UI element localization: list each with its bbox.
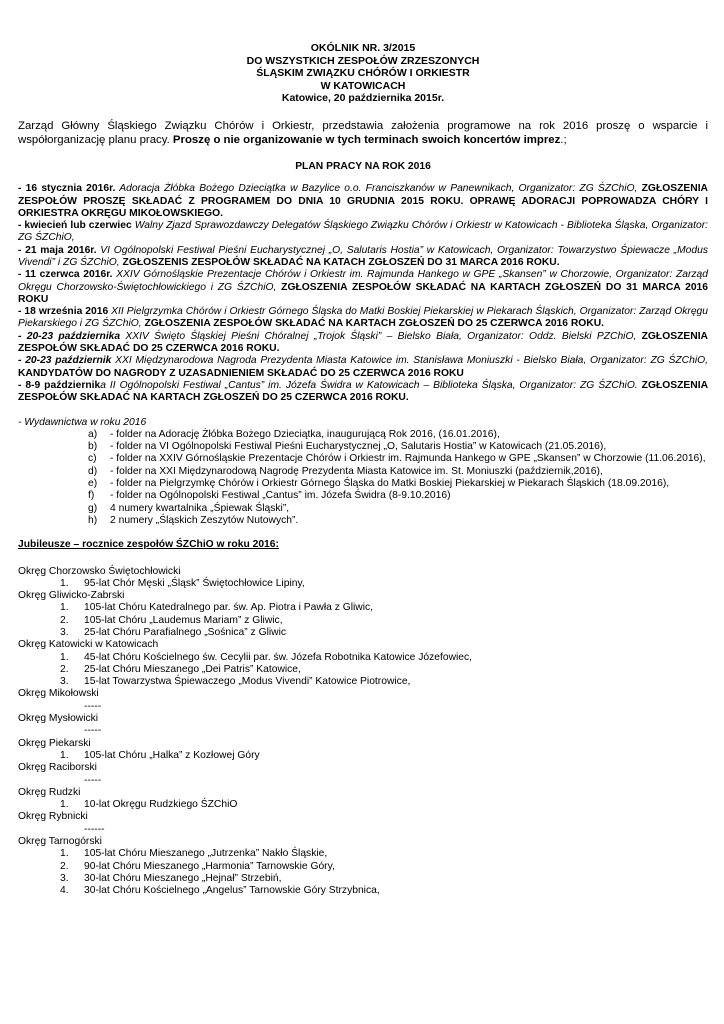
jubilee-text: 25-lat Chóru Mieszanego „Dei Patris” Katowice, — [84, 663, 301, 675]
publications-section — [18, 417, 708, 528]
jubilee-item — [18, 861, 708, 873]
no-jubilee-marker: ----- — [84, 774, 102, 786]
jubilee-region — [18, 738, 708, 763]
publication-text: - folder na XXI Międzynarodową Nagrodę Prezydenta Miasta Katowice im. St. Moniuszki (październik,2016), — [110, 465, 603, 477]
publication-text: 4 numery kwartalnika „Śpiewak Śląski”, — [110, 502, 290, 514]
event-note: ZGŁOSZENIA ZESPOŁÓW SKŁADAĆ NA KARTACH ZGŁOSZEŃ DO 25 CZERWCA 2016 ROKU. — [18, 379, 709, 404]
jubilee-text: 45-lat Chóru Kościelnego św. Cecylii par. św. Józefa Robotnika Katowice Józefowiec, — [84, 651, 473, 663]
jubilee-item — [18, 578, 708, 590]
event-date: - 8-9 październik — [18, 379, 101, 391]
events-list — [18, 183, 708, 404]
publication-item — [18, 429, 708, 441]
header-city: W KATOWICACH — [320, 79, 406, 92]
event-date: - 20-23 październik — [18, 355, 112, 367]
section-spacer — [18, 552, 708, 566]
jubilee-item — [18, 873, 708, 885]
region-name: Okręg Mysłowicki — [18, 713, 99, 725]
publication-text: - folder na Pielgrzymkę Chórów i Orkiestr Górnego Śląska do Matki Boskiej Piekarskiej w Piekarach Śląskich (18.09.2016), — [110, 478, 670, 490]
event-note: KANDYDATÓW DO NAGRODY Z UZASADNIENIEM SKŁADAĆ DO 25 CZERWCA 2016 ROKU — [18, 367, 464, 379]
event-item — [18, 269, 708, 306]
no-jubilee-marker: ------ — [84, 823, 105, 835]
jubilee-number: 1. — [60, 848, 69, 860]
publication-text: - folder na XXIV Górnośląskie Prezentacje Chórów i Orkiestr im. Rajmunda Hankego w GPE „Skansen” w Chorzowie (11.06.2016), — [110, 453, 706, 465]
jubilee-number: 4. — [60, 885, 69, 897]
jubilee-number: 1. — [60, 749, 69, 761]
event-description: XXI Międzynarodowa Nagroda Prezydenta Miasta Katowice im. Stanisława Moniuszki - Bielsko Biała, Organizator: ZG ŚZChiO, — [111, 355, 708, 367]
region-name: Okręg Katowicki w Katowicach — [18, 639, 159, 651]
jubilee-text: 105-lat Chóru „Laudemus Mariam” z Gliwic, — [84, 614, 283, 626]
region-name: Okręg Chorzowsko Świętochłowicki — [18, 565, 181, 577]
jubilee-region — [18, 787, 708, 812]
event-item — [18, 355, 708, 380]
publication-item — [18, 441, 708, 453]
jubilee-item — [18, 885, 708, 897]
jubilee-item — [18, 750, 708, 762]
intro-emphasis: Proszę o nie organizowanie w tych terminach swoich koncertów imprez — [172, 133, 561, 146]
region-name: Okręg Piekarski — [18, 737, 91, 749]
jubilee-item — [18, 615, 708, 627]
jubilee-text: 95-lat Chór Męski „Śląsk” Świętochłowice Lipiny, — [84, 577, 305, 589]
publication-marker: g) — [88, 502, 98, 514]
publication-marker: d) — [88, 465, 98, 477]
jubilee-item — [18, 602, 708, 614]
publication-marker: e) — [88, 478, 98, 490]
event-note: ZGŁOSZENIS ZESPOŁÓW SKŁADAĆ NA KATACH ZGŁOSZEŃ DO 31 MARCA 2016 ROKU. — [119, 256, 560, 268]
event-note: ZGŁOSZENIA ZESPOŁÓW PROSZĘ SKŁADAĆ Z PROGRAMEM DO DNIA 10 GRUDNIA 2015 ROKU. OPRAWĘ ADORACJI POPROWADZA CHÓRY I ORKIESTRA OKRĘGU MIKOŁOWSKIEGO. — [18, 183, 708, 219]
publication-marker: b) — [88, 441, 98, 453]
publication-item — [18, 503, 708, 515]
region-name: Okręg Raciborski — [18, 762, 97, 774]
publication-marker: h) — [88, 514, 98, 526]
jubilee-text: 105-lat Chóru Katedralnego par. św. Ap. Piotra i Pawła z Gliwic, — [84, 602, 374, 614]
intro-end: .; — [560, 133, 567, 146]
event-note: ZGŁOSZENIA ZESPOŁÓW SKŁADAĆ DO 25 CZERWCA 2016 ROKU. — [18, 330, 708, 355]
jubilee-text: 105-lat Chóru „Halka” z Kozłowej Góry — [84, 749, 260, 761]
jubilee-item — [18, 627, 708, 639]
publication-item — [18, 453, 708, 465]
jubilee-number: 3. — [60, 872, 69, 884]
region-name: Okręg Tarnogórski — [18, 836, 102, 848]
jubilee-text: 25-lat Chóru Parafialnego „Sośnica” z Gliwic — [84, 627, 287, 638]
publication-text: - folder na Ogólnopolski Festiwal „Cantus” im. Józefa Świdra (8-9.10.2016) — [110, 490, 451, 502]
event-date: - 18 września 2016 — [18, 306, 109, 318]
event-note: ZGŁOSZENIA ZESPOŁÓW SKŁADAĆ NA KARTACH ZGŁOSZEŃ DO 25 CZERWCA 2016 ROKU. — [141, 318, 605, 330]
no-jubilee-marker: ----- — [84, 700, 102, 712]
region-name: Okręg Rudzki — [18, 786, 81, 798]
event-date: - 11 czerwca 2016r. — [18, 269, 113, 281]
jubilee-text: 105-lat Chóru Mieszanego „Jutrzenka” Nakło Śląskie, — [84, 848, 328, 860]
publication-marker: a) — [88, 428, 98, 440]
plan-title: PLAN PRACY NA ROK 2016 — [295, 160, 431, 172]
publication-text: - folder na Adorację Żłóbka Bożego Dzieciątka, inaugurującą Rok 2016, (16.01.2016), — [110, 428, 500, 440]
event-item — [18, 183, 708, 220]
jubilee-regions — [18, 566, 708, 898]
event-description: Walny Zjazd Sprawozdawczy Delegatów Śląskiego Związku Chórów i Orkiestr w Katowicach - Biblioteka Śląska, Organizator: ZG ŚZChiO, — [18, 220, 709, 244]
jubilee-text: 30-lat Chóru Kościelnego „Angelus” Tarnowskie Góry Strzybnica, — [84, 885, 380, 897]
jubilee-number: 1. — [60, 577, 69, 589]
publication-item — [18, 490, 708, 502]
intro-text: Zarząd Główny Śląskiego Związku Chórów i Orkiestr, przedstawia założenia programowe na rok 2016 proszę o wsparcie i współorganizację planu pracy. — [18, 119, 708, 146]
jubilee-region — [18, 836, 708, 897]
jubilee-item — [18, 664, 708, 676]
jubilee-text: 10-lat Okręgu Rudzkiego ŚZChiO — [84, 799, 238, 811]
event-item — [18, 306, 708, 331]
circular-number: OKÓLNIK NR. 3/2015 — [310, 42, 416, 54]
jubilee-number: 1. — [60, 799, 69, 811]
event-date: - kwiecień lub czerwiec — [18, 220, 132, 232]
event-item — [18, 380, 708, 405]
jubilee-number: 3. — [60, 627, 69, 638]
event-date: - 21 maja 2016r. — [18, 244, 97, 256]
event-description: VI Ogólnopolski Festiwal Pieśni Eucharystycznej „O, Salutaris Hostia” w Katowicach, Organizator: Towarzystwo Śpiewacze „Modus Vivendi” i ZG ŚZChiO, — [18, 244, 709, 268]
no-jubilee-marker: ----- — [84, 725, 102, 737]
intro-paragraph — [18, 119, 708, 147]
publication-text: 2 numery „Śląskich Zeszytów Nutowych”. — [110, 514, 299, 526]
jubilee-item — [18, 848, 708, 860]
jubilee-text: 90-lat Chóru Mieszanego „Harmonia” Tarnowskie Góry, — [84, 860, 335, 872]
jubilee-number: 1. — [60, 651, 69, 663]
event-item — [18, 331, 708, 356]
header-date: Katowice, 20 października 2015r. — [281, 92, 445, 104]
publications-title: - Wydawnictwa w roku 2016 — [18, 416, 147, 428]
event-description: Adoracja Żłóbka Bożego Dzieciątka w Bazylice o.o. Franciszkanów w Panewnikach, Organizator: ZG ŚZChiO, — [115, 183, 638, 195]
event-note: ZGŁOSZENIA ZESPOŁÓW SKŁADAĆ NA KARTACH ZGŁOSZEŃ DO 31 MARCA 2016 ROKU — [18, 281, 709, 305]
event-item — [18, 220, 708, 245]
event-item — [18, 245, 708, 270]
region-name: Okręg Mikołowski — [18, 688, 99, 700]
jubilee-number: 2. — [60, 663, 69, 675]
jubilee-item — [18, 676, 708, 688]
jubilee-text: 30-lat Chóru Mieszanego „Hejnał” Strzebiń, — [84, 872, 282, 884]
jubilee-region — [18, 762, 708, 787]
jubilee-region — [18, 713, 708, 738]
region-name: Okręg Gliwicko-Zabrski — [18, 590, 125, 602]
event-description: XXIV Święto Śląskiej Pieśni Chóralnej „Trojok Śląski” – Bielsko Biała, Organizator: Oddz. Bielski PZChiO, — [120, 330, 637, 342]
jubilee-number: 2. — [60, 860, 69, 872]
jubilee-number: 2. — [60, 614, 69, 626]
document-page — [18, 42, 708, 898]
event-date: - 16 stycznia 2016r. — [18, 183, 116, 195]
jubilee-number: 1. — [60, 602, 69, 614]
jubilee-item — [18, 799, 708, 811]
jubilee-region — [18, 811, 708, 836]
publication-item — [18, 478, 708, 490]
event-description: XXIV Górnośląskie Prezentacje Chórów i Orkiestr im. Rajmunda Hankego w GPE „Skansen” w Chorzowie, Organizator: Zarząd Okręgu Chorzowsko-Świętochłowickiego i ZG ŚZChiO, — [18, 269, 708, 293]
jubilee-item — [18, 652, 708, 664]
publication-text: - folder na VI Ogólnopolski Festiwal Pieśni Eucharystycznej „O, Salutaris Hostia” w Katowicach (21.05.2016), — [110, 441, 607, 453]
header-recipients: DO WSZYSTKICH ZESPOŁÓW ZRZESZONYCH — [246, 54, 480, 67]
jubilee-region — [18, 688, 708, 713]
publication-item — [18, 466, 708, 478]
publication-marker: c) — [88, 453, 97, 465]
jubilee-region — [18, 590, 708, 639]
event-description: XII Pielgrzymka Chórów i Orkiestr Górnego Śląska do Matki Boskiej Piekarskiej w Piekarach Śląskich, Organizator: Zarząd Okręgu Piekarskiego i ZG ŚZChiO, — [18, 306, 708, 330]
publication-item — [18, 515, 708, 527]
jubilee-text: 15-lat Towarzystwa Śpiewaczego „Modus Vivendi” Katowice Piotrowice, — [84, 676, 411, 688]
region-name: Okręg Rybnicki — [18, 811, 88, 823]
jubilee-number: 3. — [60, 676, 69, 688]
jubilee-region — [18, 639, 708, 688]
publication-marker: f) — [88, 490, 95, 502]
jubilee-region — [18, 566, 708, 591]
event-date: - 20-23 października — [18, 330, 121, 342]
header-association: ŚLĄSKIM ZWIĄZKU CHÓRÓW I ORKIESTR — [256, 67, 470, 79]
event-description: a II Ogólnopolski Festiwal „Cantus” im. Józefa Świdra w Katowicach – Biblioteka Śląska, Organizator: ZG ŚZChiO. — [100, 379, 638, 391]
jubilees-title: Jubileusze – rocznice zespołów ŚZChiO w roku 2016: — [18, 539, 279, 551]
